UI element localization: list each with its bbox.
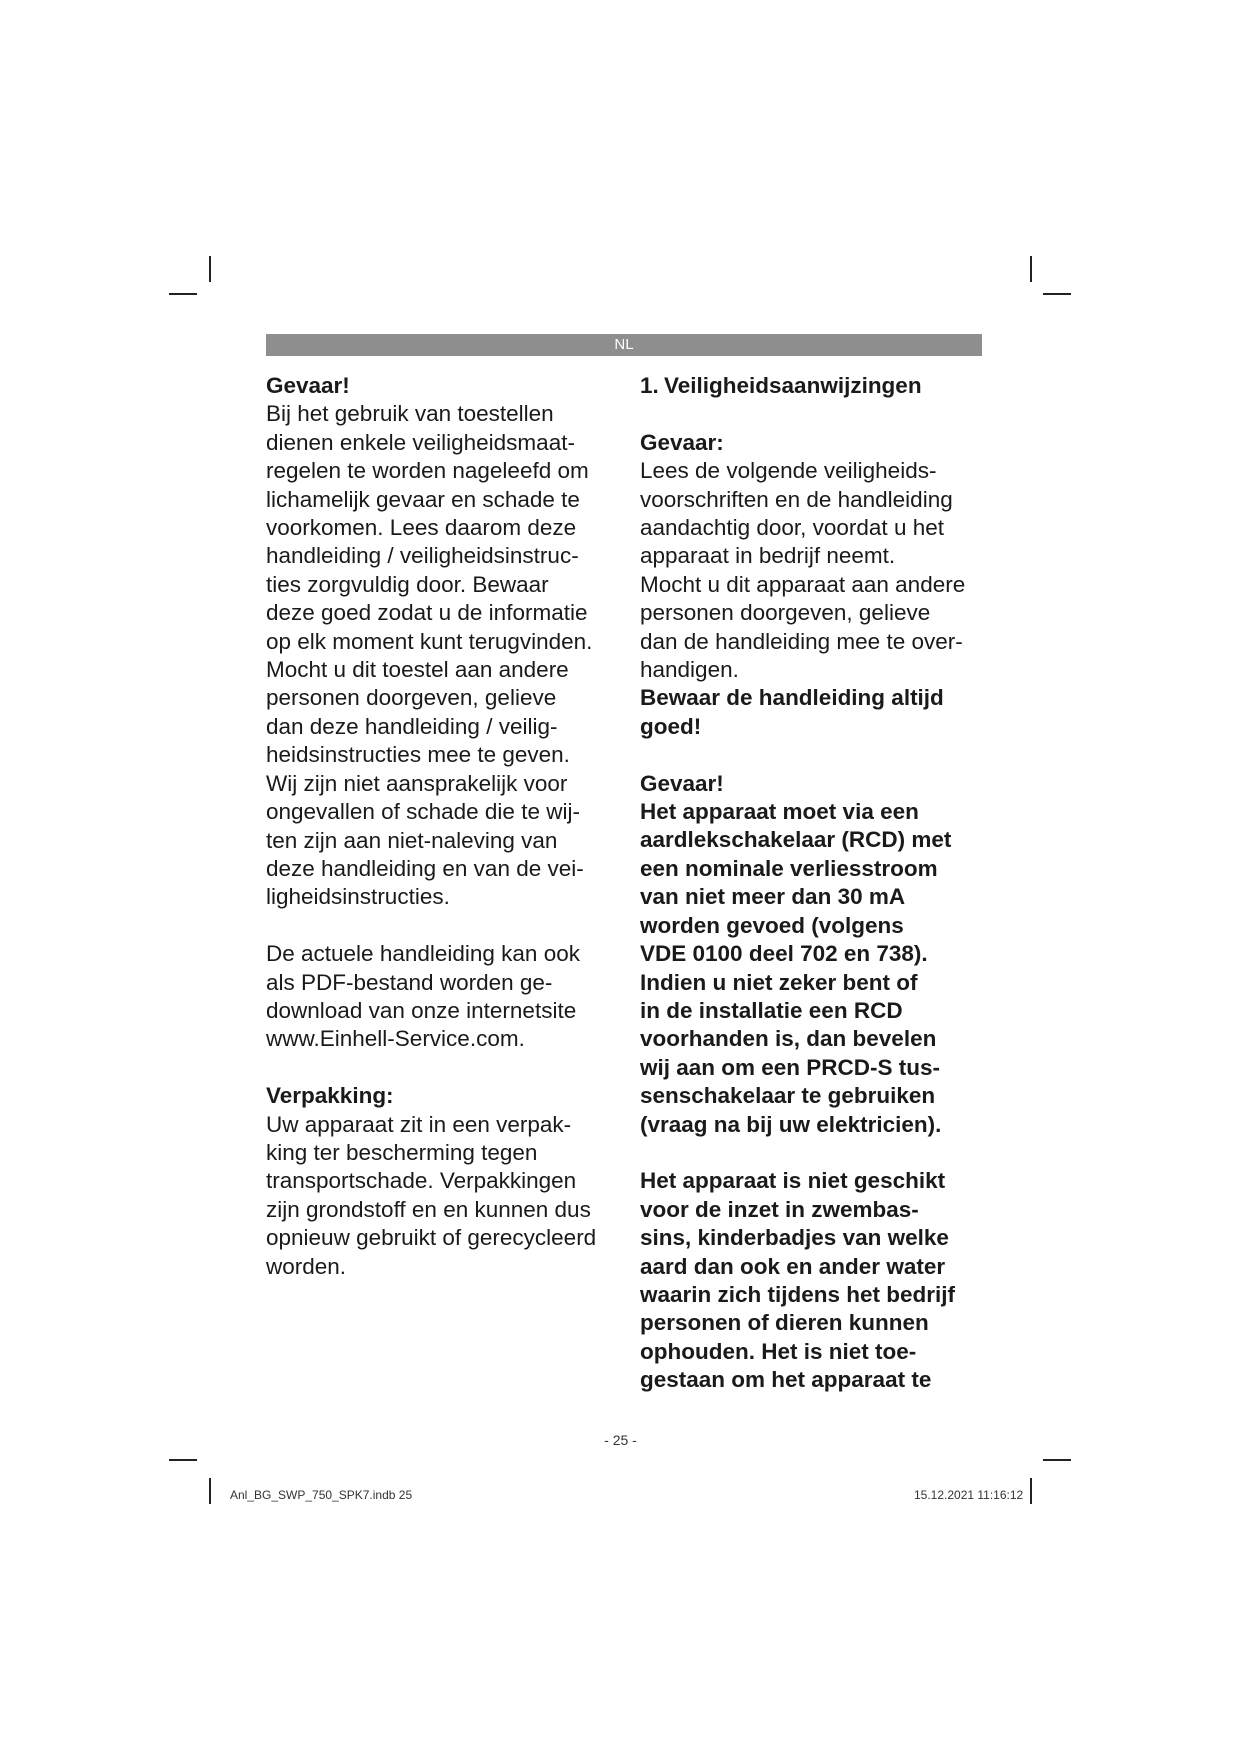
text-line: ties zorgvuldig door. Bewaar [266,571,549,597]
text-line: dienen enkele veiligheidsmaat- [266,429,575,455]
text-line: handleiding / veiligheidsinstruc- [266,543,579,569]
danger-heading: Gevaar: [640,429,724,455]
bold-text-line: wij aan om een PRCD-S tus- [640,1054,941,1080]
text-line: transportschade. Verpakkingen [266,1168,577,1194]
bold-text-line: VDE 0100 deel 702 en 738). [640,941,928,967]
crop-mark-bottom-right-vertical [1030,1478,1032,1504]
text-line: Wij zijn niet aansprakelijk voor [266,770,568,796]
crop-mark-top-left-horizontal [169,293,197,295]
bold-text-line: worden gevoed (volgens [640,912,904,938]
section-title: Veiligheidsaanwijzingen [664,373,922,398]
bold-text-line: Bewaar de handleiding altijd [640,685,944,711]
bold-text-line: personen of dieren kunnen [640,1310,929,1336]
text-line: deze goed zodat u de informatie [266,600,588,626]
crop-mark-top-right-horizontal [1043,293,1071,295]
bold-text-line: aardlekschakelaar (RCD) met [640,827,952,853]
bold-text-line: in de installatie een RCD [640,997,903,1023]
text-line: Uw apparaat zit in een verpak- [266,1111,572,1137]
text-line: opnieuw gebruikt of gerecycleerd [266,1225,597,1251]
text-line: deze handleiding en van de vei- [266,855,584,881]
bold-text-line: Het apparaat is niet geschikt [640,1168,946,1194]
text-line: download van onze internetsite [266,997,577,1023]
crop-mark-bottom-right-horizontal [1043,1459,1071,1461]
text-line: Lees de volgende veiligheids- [640,458,937,484]
language-code: NL [614,336,634,353]
text-line: ongevallen of schade die te wij- [266,799,580,825]
language-header-bar [266,334,982,356]
text-line: personen doorgeven, gelieve [640,600,931,626]
section-number: 1. [640,373,659,398]
danger-heading: Gevaar! [640,770,724,796]
crop-mark-top-right-vertical [1030,256,1032,282]
text-line: ten zijn aan niet-naleving van [266,827,558,853]
left-column [266,372,616,1281]
text-line: handigen. [640,657,739,683]
text-line: voorkomen. Lees daarom deze [266,515,577,541]
bold-text-line: Het apparaat moet via een [640,799,919,825]
right-column [640,372,985,1395]
bold-text-line: voor de inzet in zwembas- [640,1196,919,1222]
bold-text-line: goed! [640,713,702,739]
bold-text-line: waarin zich tijdens het bedrijf [640,1281,956,1307]
text-line: lichamelijk gevaar en schade te [266,486,580,512]
footer-file-name: Anl_BG_SWP_750_SPK7.indb 25 [230,1488,413,1502]
footer-timestamp: 15.12.2021 11:16:12 [914,1488,1024,1502]
text-line: regelen te worden nageleefd om [266,458,589,484]
bold-text-line: senschakelaar te gebruiken [640,1083,936,1109]
text-line: heidsinstructies mee te geven. [266,742,570,768]
bold-text-line: sins, kinderbadjes van welke [640,1225,949,1251]
text-line: Mocht u dit toestel aan andere [266,657,569,683]
text-line: op elk moment kunt terugvinden. [266,628,593,654]
bold-text-line: ophouden. Het is niet toe- [640,1338,917,1364]
text-line: king ter bescherming tegen [266,1139,538,1165]
text-line: Bij het gebruik van toestellen [266,401,554,427]
packaging-heading: Verpakking: [266,1083,394,1109]
text-line: dan de handleiding mee te over- [640,628,963,654]
bold-text-line: aard dan ook en ander water [640,1253,946,1279]
text-line: worden. [266,1253,347,1279]
crop-mark-bottom-left-vertical [209,1478,211,1504]
bold-text-line: voorhanden is, dan bevelen [640,1026,937,1052]
text-line: ligheidsinstructies. [266,884,450,910]
text-line: personen doorgeven, gelieve [266,685,557,711]
crop-mark-bottom-left-horizontal [169,1459,197,1461]
crop-mark-top-left-vertical [209,256,211,282]
bold-text-line: Indien u niet zeker bent of [640,969,918,995]
text-line: Mocht u dit apparaat aan andere [640,571,966,597]
text-line: dan deze handleiding / veilig- [266,713,558,739]
text-line: www.Einhell-Service.com. [266,1026,525,1052]
danger-heading: Gevaar! [266,373,350,398]
text-line: als PDF-bestand worden ge- [266,969,553,995]
text-line: aandachtig door, voordat u het [640,515,944,541]
section-heading [640,372,985,400]
text-line: De actuele handleiding kan ook [266,941,580,967]
bold-text-line: (vraag na bij uw elektricien). [640,1111,942,1137]
bold-text-line: gestaan om het apparaat te [640,1367,932,1393]
page-number: - 25 - [604,1432,637,1448]
text-line: voorschriften en de handleiding [640,486,953,512]
bold-text-line: van niet meer dan 30 mA [640,884,906,910]
bold-text-line: een nominale verliesstroom [640,855,938,881]
text-line: zijn grondstoff en en kunnen dus [266,1196,591,1222]
text-line: apparaat in bedrijf neemt. [640,543,896,569]
